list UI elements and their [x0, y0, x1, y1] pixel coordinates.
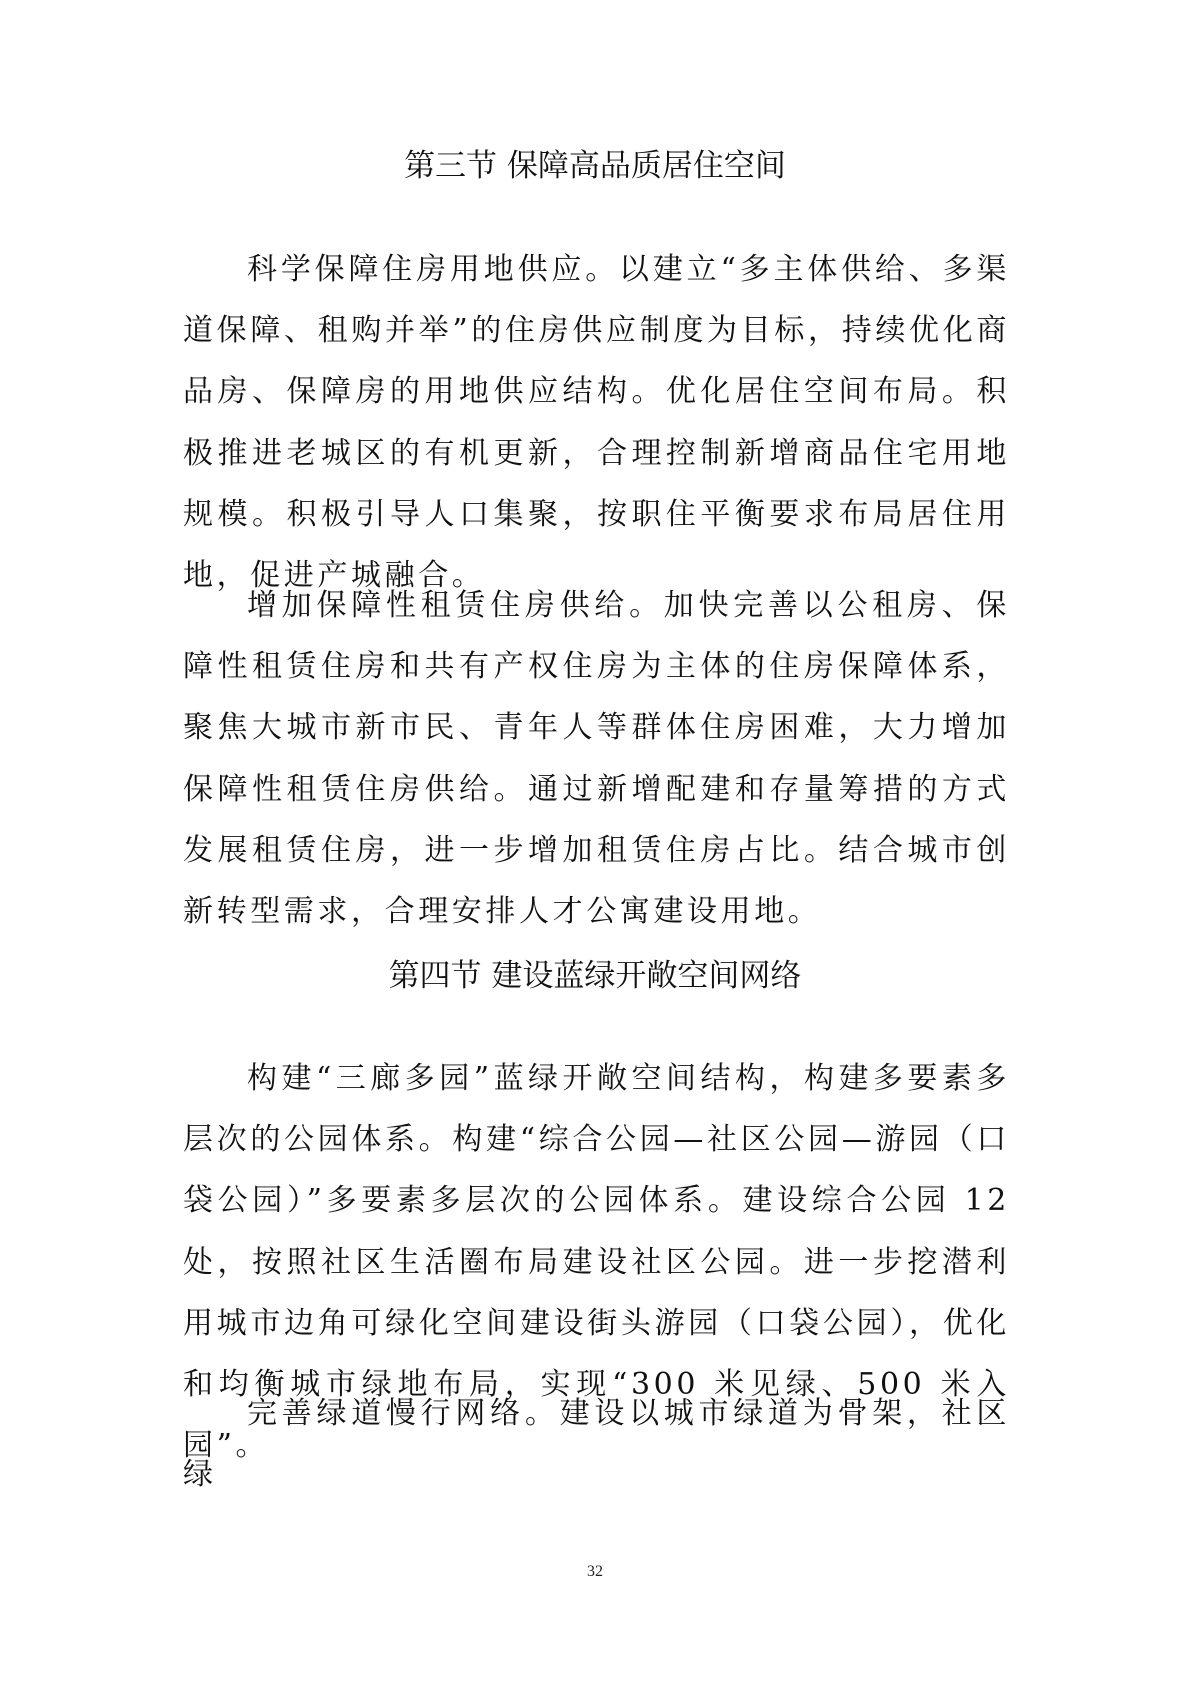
paragraph-rental-housing-supply: 增加保障性租赁住房供给。加快完善以公租房、保障性租赁住房和共有产权住房为主体的住房保障体系，聚焦大城市新市民、青年人等群体住房困难，大力增加保障性租赁住房供给。通过新增配建和存量筹措的方式发展租赁住房，进一步增加租赁住房占比。结合城市创新转型需求，合理安排人才公寓建设用地。	[183, 588, 1010, 930]
page-number: 32	[587, 1563, 603, 1580]
paragraph-housing-land-supply: 科学保障住房用地供应。以建立“多主体供给、多渠道保障、租购并举”的住房供应制度为目标，持续优化商品房、保障房的用地供应结构。优化居住空间布局。积极推进老城区的有机更新，合理控制新增商品住宅用地规模。积极引导人口集聚，按职住平衡要求布局居住用地，促进产城融合。	[183, 252, 1010, 594]
paragraph-park-system: 构建“三廊多园”蓝绿开敞空间结构，构建多要素多层次的公园体系。构建“综合公园—社区公园—游园（口袋公园）”多要素多层次的公园体系。建设综合公园 12 处，按照社区生活圈布局建设社区公园。进一步挖潜利用城市边角可绿化空间建设街头游园（口袋公园），优化和均衡城市绿地布局，实现“300 米见绿、500 米入园”。	[183, 1061, 1010, 1464]
paragraph-greenway-network: 完善绿道慢行网络。建设以城市绿道为骨架，社区绿	[183, 1396, 1010, 1493]
section-heading-4: 第四节 建设蓝绿开敞空间网络	[388, 958, 802, 994]
section-heading-3: 第三节 保障高品质居住空间	[404, 148, 786, 184]
